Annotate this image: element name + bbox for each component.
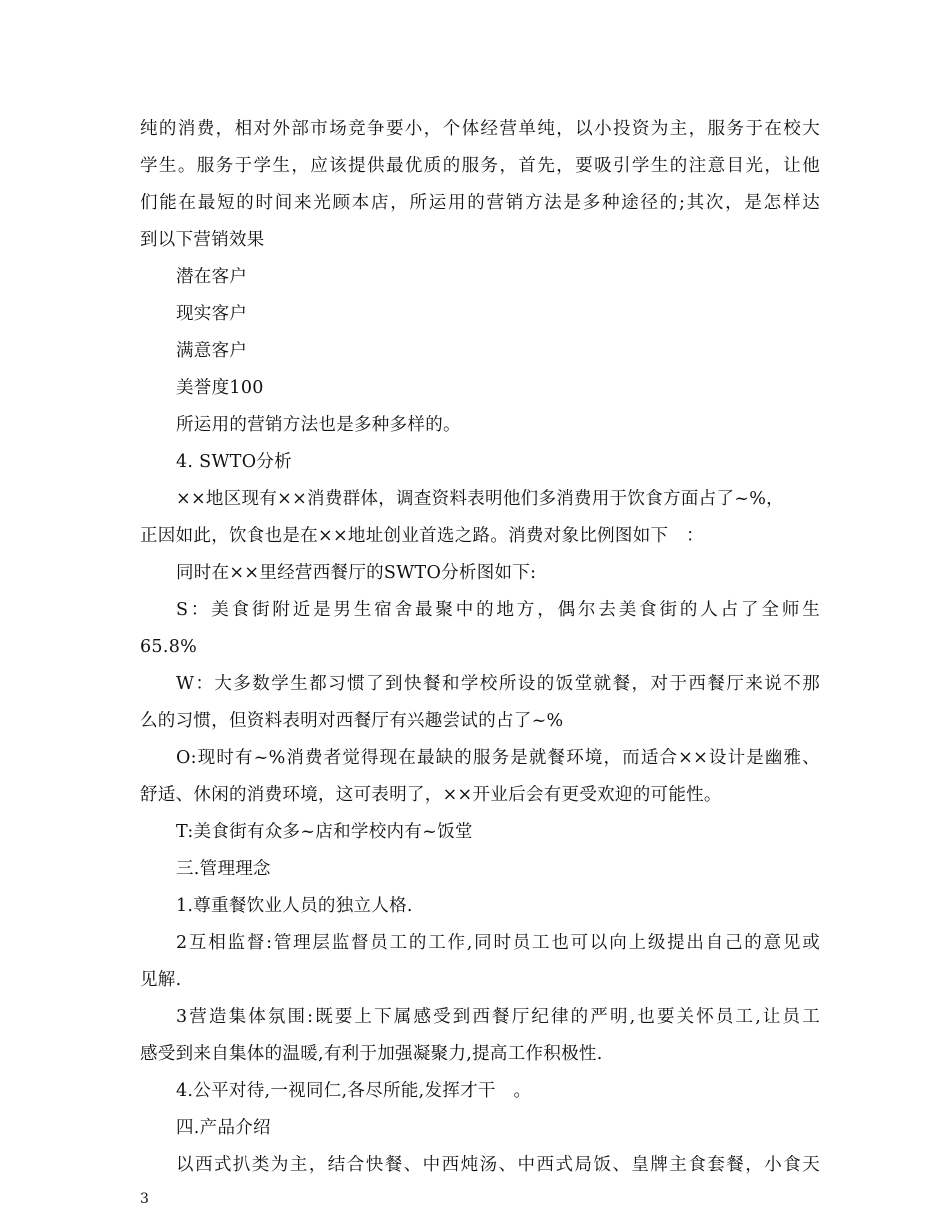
paragraph-line: 见解. xyxy=(140,970,182,990)
list-item: 满意客户 xyxy=(176,341,248,361)
paragraph-line: 纯的消费，相对外部市场竞争要小，个体经营单纯，以小投资为主，服务于在校大 xyxy=(140,119,820,139)
section-heading: 4. SWTO分析 xyxy=(176,452,292,472)
paragraph-line: O:现时有~%消费者觉得现在最缺的服务是就餐环境，而适合××设计是幽雅、 xyxy=(176,748,820,768)
paragraph-line: 们能在最短的时间来光顾本店，所运用的营销方法是多种途径的;其次，是怎样达 xyxy=(140,193,820,213)
paragraph-line: 到以下营销效果 xyxy=(140,230,265,250)
paragraph-line: 65.8% xyxy=(140,637,198,657)
list-item: 现实客户 xyxy=(176,304,248,324)
paragraph-line: S：美食街附近是男生宿舍最聚中的地方，偶尔去美食街的人占了全师生 xyxy=(176,600,820,620)
section-heading: 三.管理理念 xyxy=(176,859,271,879)
section-heading: 四.产品介绍 xyxy=(176,1118,271,1138)
paragraph-line: 舒适、休闲的消费环境，这可表明了，××开业后会有更受欢迎的可能性。 xyxy=(140,785,722,805)
paragraph-line: ××地区现有××消费群体，调查资料表明他们多消费用于饮食方面占了~%， xyxy=(176,489,784,509)
paragraph-line: 以西式扒类为主，结合快餐、中西炖汤、中西式局饭、皇牌主食套餐，小食天 xyxy=(176,1155,820,1175)
list-item: 潜在客户 xyxy=(176,267,248,287)
paragraph-line: 正因如此，饮食也是在××地址创业首选之路。消费对象比例图如下 ： xyxy=(140,526,704,546)
paragraph-line: W：大多数学生都习惯了到快餐和学校所设的饭堂就餐，对于西餐厅来说不那 xyxy=(176,674,820,694)
paragraph-line: 感受到来自集体的温暖,有利于加强凝聚力,提高工作积极性. xyxy=(140,1044,603,1064)
list-item: 美誉度100 xyxy=(176,378,264,398)
paragraph-line: 学生。服务于学生，应该提供最优质的服务，首先，要吸引学生的注意目光，让他 xyxy=(140,156,820,176)
paragraph-line: 3营造集体氛围:既要上下属感受到西餐厅纪律的严明,也要关怀员工,让员工 xyxy=(176,1007,820,1027)
paragraph-line: 么的习惯，但资料表明对西餐厅有兴趣尝试的占了~% xyxy=(140,711,564,731)
page-number: 3 xyxy=(140,1191,149,1207)
paragraph-line: 1.尊重餐饮业人员的独立人格. xyxy=(176,896,413,916)
paragraph-line: 4.公平对待,一视同仁,各尽所能,发挥才干 。 xyxy=(176,1081,532,1101)
paragraph-line: 所运用的营销方法也是多种多样的。 xyxy=(176,415,461,435)
paragraph-line: T:美食街有众多~店和学校内有~饭堂 xyxy=(176,822,473,842)
paragraph-line: 同时在××里经营西餐厅的SWTO分析图如下: xyxy=(176,563,537,583)
paragraph-line: 2互相监督:管理层监督员工的工作,同时员工也可以向上级提出自己的意见或 xyxy=(176,933,820,953)
